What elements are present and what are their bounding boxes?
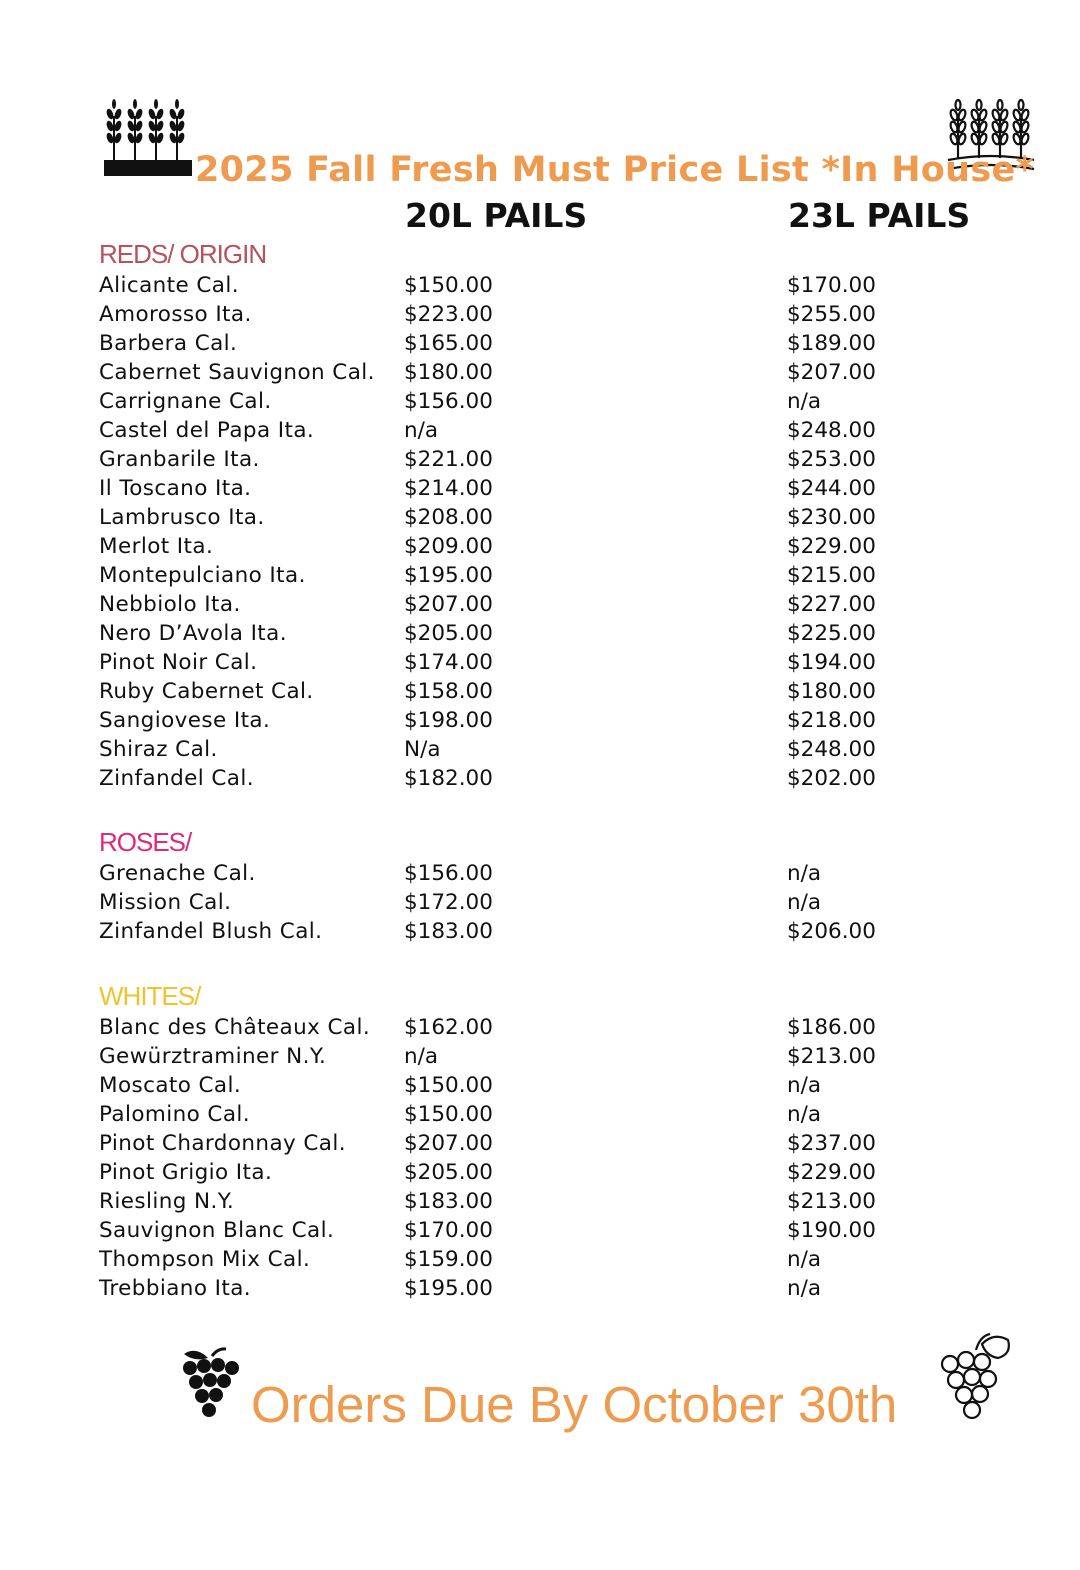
wine-name: Grenache Cal.	[99, 861, 256, 886]
wine-name: Blanc des Châteaux Cal.	[99, 1015, 371, 1040]
page-title: 2025 Fall Fresh Must Price List *In House*	[195, 150, 1035, 190]
wine-name: Sauvignon Blanc Cal.	[99, 1218, 335, 1243]
price-20l: $221.00	[404, 447, 493, 472]
price-20l: $150.00	[404, 273, 493, 298]
price-row	[0, 735, 1080, 764]
price-20l: $156.00	[404, 389, 493, 414]
price-23l: $230.00	[787, 505, 876, 530]
price-23l: n/a	[787, 1247, 822, 1272]
price-row	[0, 619, 1080, 648]
wine-name: Il Toscano Ita.	[99, 476, 252, 501]
price-23l: $170.00	[787, 273, 876, 298]
wine-name: Mission Cal.	[99, 890, 232, 915]
price-row	[0, 561, 1080, 590]
price-23l: $229.00	[787, 1160, 876, 1185]
price-row	[0, 590, 1080, 619]
price-20l: $183.00	[404, 919, 493, 944]
section-heading-whites: WHITES/	[99, 981, 201, 1011]
section-heading-roses: ROSES/	[99, 827, 192, 857]
price-row	[0, 1071, 1080, 1100]
wine-name: Montepulciano Ita.	[99, 563, 306, 588]
wine-name: Palomino Cal.	[99, 1102, 251, 1127]
price-row	[0, 1274, 1080, 1303]
price-23l: n/a	[787, 1073, 822, 1098]
price-20l: $180.00	[404, 360, 493, 385]
price-row	[0, 1100, 1080, 1129]
price-20l: $183.00	[404, 1189, 493, 1214]
wine-name: Lambrusco Ita.	[99, 505, 265, 530]
price-row	[0, 706, 1080, 735]
price-list-reds	[0, 271, 1080, 793]
price-23l: n/a	[787, 861, 822, 886]
price-23l: $213.00	[787, 1044, 876, 1069]
price-23l: $255.00	[787, 302, 876, 327]
grapes-outline-icon	[936, 1330, 1016, 1422]
wine-name: Castel del Papa Ita.	[99, 418, 315, 443]
price-20l: $150.00	[404, 1073, 493, 1098]
price-23l: n/a	[787, 890, 822, 915]
wine-name: Shiraz Cal.	[99, 737, 218, 762]
wine-name: Nero D’Avola Ita.	[99, 621, 287, 646]
order-deadline: Orders Due By October 30th	[251, 1376, 898, 1433]
wine-name: Pinot Grigio Ita.	[99, 1160, 273, 1185]
price-20l: $207.00	[404, 1131, 493, 1156]
price-20l: $207.00	[404, 592, 493, 617]
price-row	[0, 1245, 1080, 1274]
price-20l: $158.00	[404, 679, 493, 704]
price-20l: $170.00	[404, 1218, 493, 1243]
price-list-whites	[0, 1013, 1080, 1303]
price-row	[0, 888, 1080, 917]
price-row	[0, 1042, 1080, 1071]
price-row	[0, 1013, 1080, 1042]
wine-name: Riesling N.Y.	[99, 1189, 235, 1214]
wine-name: Granbarile Ita.	[99, 447, 260, 472]
price-20l: $195.00	[404, 1276, 493, 1301]
price-row	[0, 503, 1080, 532]
price-23l: $207.00	[787, 360, 876, 385]
price-23l: $194.00	[787, 650, 876, 675]
price-23l: $189.00	[787, 331, 876, 356]
wine-name: Trebbiano Ita.	[99, 1276, 252, 1301]
column-header-23l: 23L PAILS	[788, 196, 971, 235]
price-23l: $218.00	[787, 708, 876, 733]
price-20l: $174.00	[404, 650, 493, 675]
price-23l: $253.00	[787, 447, 876, 472]
price-20l: $198.00	[404, 708, 493, 733]
price-23l: $244.00	[787, 476, 876, 501]
price-20l: $209.00	[404, 534, 493, 559]
wine-name: Carrignane Cal.	[99, 389, 272, 414]
price-23l: $206.00	[787, 919, 876, 944]
price-row	[0, 358, 1080, 387]
price-23l: $248.00	[787, 418, 876, 443]
price-23l: $237.00	[787, 1131, 876, 1156]
price-row	[0, 1216, 1080, 1245]
wine-name: Alicante Cal.	[99, 273, 239, 298]
price-23l: n/a	[787, 389, 822, 414]
price-row	[0, 677, 1080, 706]
price-20l: $162.00	[404, 1015, 493, 1040]
price-list-roses	[0, 859, 1080, 946]
price-row	[0, 300, 1080, 329]
wine-name: Pinot Chardonnay Cal.	[99, 1131, 346, 1156]
price-20l: $195.00	[404, 563, 493, 588]
price-20l: $156.00	[404, 861, 493, 886]
column-header-20l: 20L PAILS	[405, 196, 588, 235]
wine-name: Thompson Mix Cal.	[99, 1247, 311, 1272]
section-heading-reds: REDS/ ORIGIN	[99, 239, 267, 269]
price-20l: $205.00	[404, 621, 493, 646]
price-row	[0, 1129, 1080, 1158]
price-row	[0, 416, 1080, 445]
price-23l: n/a	[787, 1276, 822, 1301]
wine-name: Merlot Ita.	[99, 534, 214, 559]
price-20l: $182.00	[404, 766, 493, 791]
price-23l: $180.00	[787, 679, 876, 704]
price-23l: $229.00	[787, 534, 876, 559]
wine-name: Ruby Cabernet Cal.	[99, 679, 314, 704]
wine-name: Pinot Noir Cal.	[99, 650, 258, 675]
price-row	[0, 532, 1080, 561]
price-row	[0, 859, 1080, 888]
price-row	[0, 764, 1080, 793]
price-row	[0, 387, 1080, 416]
price-23l: $202.00	[787, 766, 876, 791]
wine-name: Amorosso Ita.	[99, 302, 252, 327]
wheat-field-icon	[104, 98, 192, 178]
price-row	[0, 474, 1080, 503]
price-23l: n/a	[787, 1102, 822, 1127]
wine-name: Zinfandel Cal.	[99, 766, 254, 791]
price-23l: $248.00	[787, 737, 876, 762]
wine-name: Cabernet Sauvignon Cal.	[99, 360, 375, 385]
price-23l: $186.00	[787, 1015, 876, 1040]
price-20l: $208.00	[404, 505, 493, 530]
price-row	[0, 917, 1080, 946]
wine-name: Gewürztraminer N.Y.	[99, 1044, 327, 1069]
price-20l: n/a	[404, 1044, 439, 1069]
price-23l: $213.00	[787, 1189, 876, 1214]
price-23l: $190.00	[787, 1218, 876, 1243]
price-20l: N/a	[404, 737, 441, 762]
wine-name: Moscato Cal.	[99, 1073, 242, 1098]
price-row	[0, 1158, 1080, 1187]
price-row	[0, 1187, 1080, 1216]
price-row	[0, 445, 1080, 474]
price-row	[0, 648, 1080, 677]
price-20l: $165.00	[404, 331, 493, 356]
price-23l: $225.00	[787, 621, 876, 646]
price-20l: n/a	[404, 418, 439, 443]
price-row	[0, 271, 1080, 300]
price-20l: $223.00	[404, 302, 493, 327]
price-20l: $150.00	[404, 1102, 493, 1127]
wine-name: Sangiovese Ita.	[99, 708, 271, 733]
price-20l: $172.00	[404, 890, 493, 915]
price-23l: $227.00	[787, 592, 876, 617]
price-20l: $159.00	[404, 1247, 493, 1272]
price-20l: $205.00	[404, 1160, 493, 1185]
grapes-icon	[176, 1346, 242, 1422]
wine-name: Nebbiolo Ita.	[99, 592, 241, 617]
wine-name: Zinfandel Blush Cal.	[99, 919, 323, 944]
price-20l: $214.00	[404, 476, 493, 501]
price-23l: $215.00	[787, 563, 876, 588]
wine-name: Barbera Cal.	[99, 331, 238, 356]
price-row	[0, 329, 1080, 358]
